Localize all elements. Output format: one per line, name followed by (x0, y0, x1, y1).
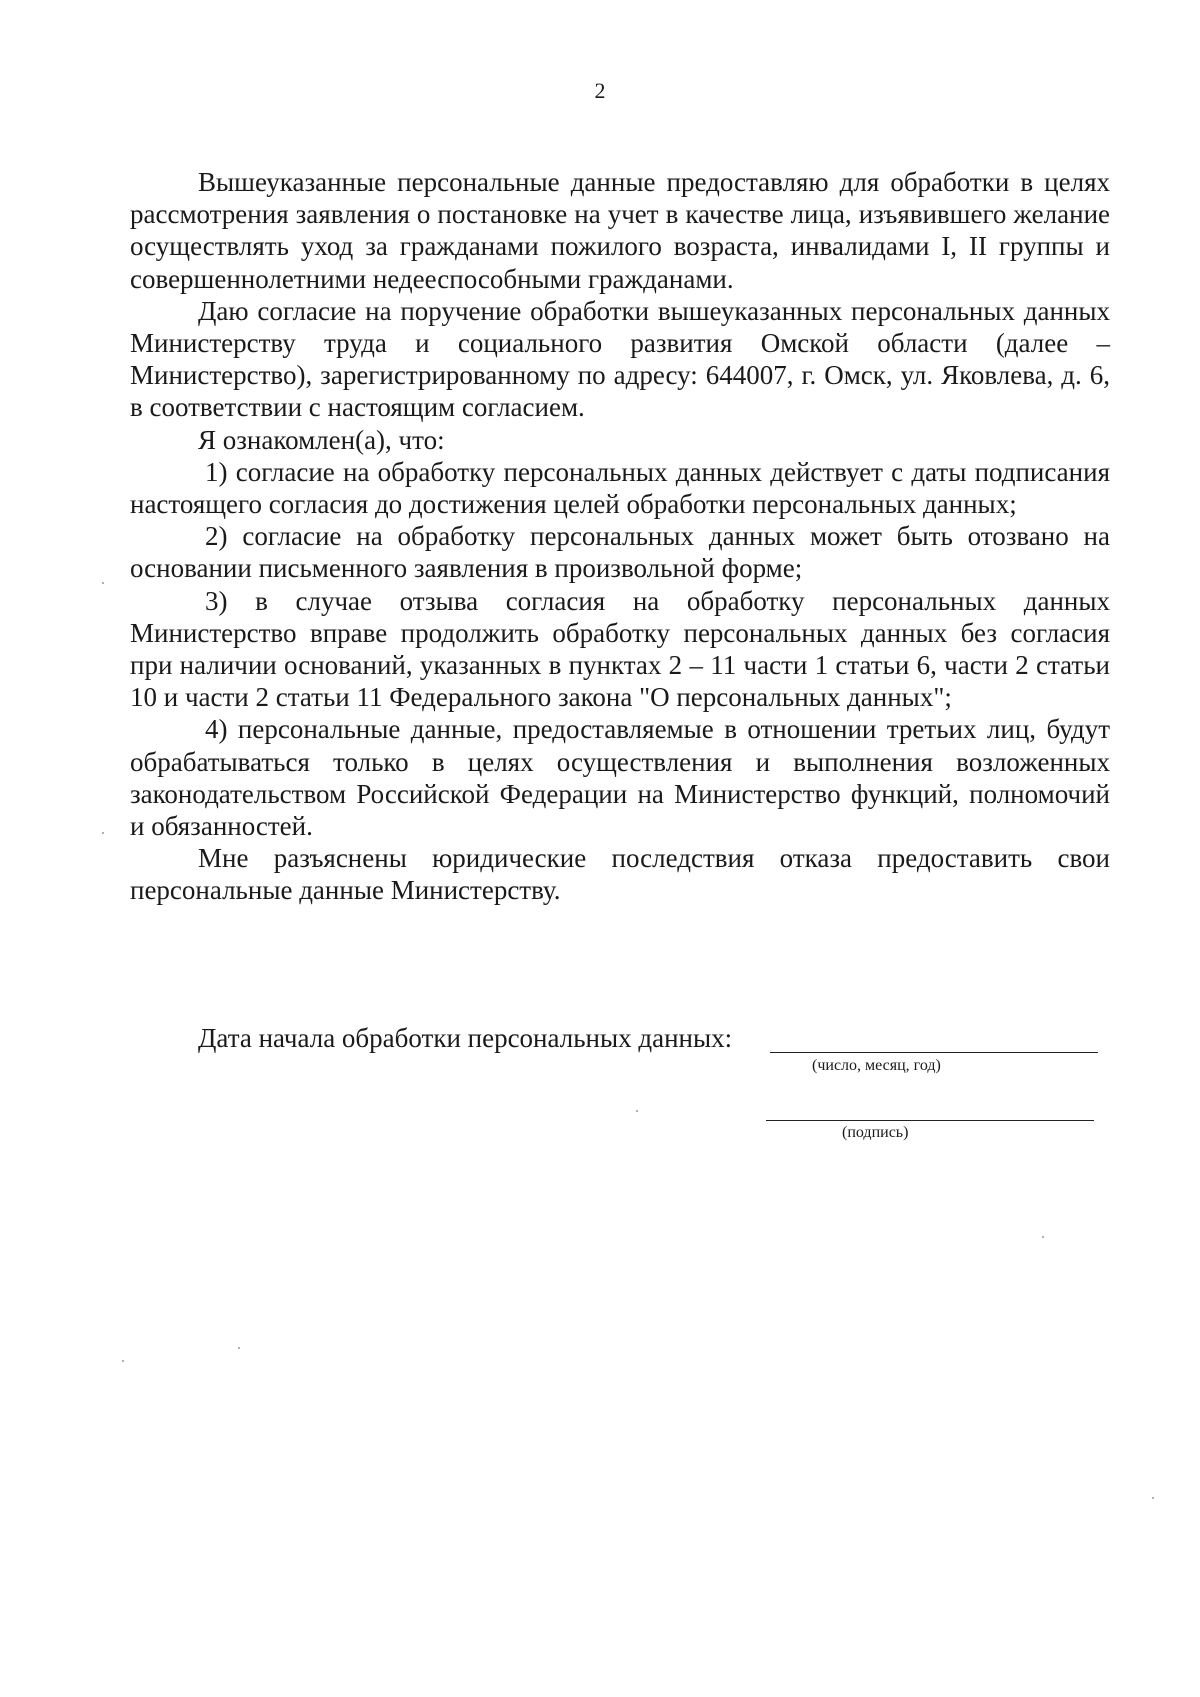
signature-input-line[interactable] (766, 1120, 1094, 1121)
paragraph-consent-ministry: Даю согласие на поручение обработки вышеуказанных персональных данных Министерству труда и социального развития Омской области (далее – Министерство), зарегистрированному по адресу: 644007, г. Омск, ул. Яковлева, д. 6, в соответствии с настоящим согласием. (130, 295, 1110, 423)
signature-field-caption: (подпись) (842, 1124, 909, 1141)
scan-speck (122, 1360, 124, 1362)
date-input-line[interactable] (770, 1052, 1098, 1053)
scan-speck (1152, 1497, 1154, 1499)
scan-speck (636, 1110, 638, 1112)
list-item-revocation-consequences: 3) в случае отзыва согласия на обработку персональных данных Министерство вправе продолжить обработку персональных данных без согласия при наличии оснований, указанных в пунктах 2 – 11 части 1 статьи 6, части 2 статьи 10 и части 2 статьи 11 Федерального закона "О персональных данных"; (130, 585, 1110, 713)
list-item-third-party-data: 4) персональные данные, предоставляемые в отношении третьих лиц, будут обрабатываться только в целях осуществления и выполнения возложенных законодательством Российской Федерации на Министерство функций, полномочий и обязанностей. (130, 714, 1110, 842)
page-number: 2 (594, 78, 606, 103)
date-field-caption: (число, месяц, год) (812, 1057, 941, 1074)
paragraph-purpose: Вышеуказанные персональные данные предоставляю для обработки в целях рассмотрения заявления о постановке на учет в качестве лица, изъявившего желание осуществлять уход за гражданами пожилого возраста, инвалидами I, II группы и совершеннолетними недееспособными гражданами. (130, 167, 1110, 294)
scan-speck (102, 832, 104, 834)
date-field-label: Дата начала обработки персональных данных: (198, 1023, 733, 1053)
paragraph-legal-consequences: Мне разъяснены юридические последствия отказа предоставить свои персональные данные Министерству. (130, 843, 1110, 906)
list-item-consent-revocation: 2) согласие на обработку персональных данных может быть отозвано на основании письменного заявления в произвольной форме; (130, 521, 1110, 584)
scan-speck (238, 1347, 240, 1349)
list-item-consent-validity: 1) согласие на обработку персональных данных действует с даты подписания настоящего согласия до достижения целей обработки персональных данных; (130, 456, 1110, 520)
scan-speck (102, 582, 104, 584)
scan-speck (1042, 1236, 1044, 1238)
consent-body (130, 166, 1110, 907)
paragraph-acknowledged: Я ознакомлен(а), что: (198, 424, 445, 455)
